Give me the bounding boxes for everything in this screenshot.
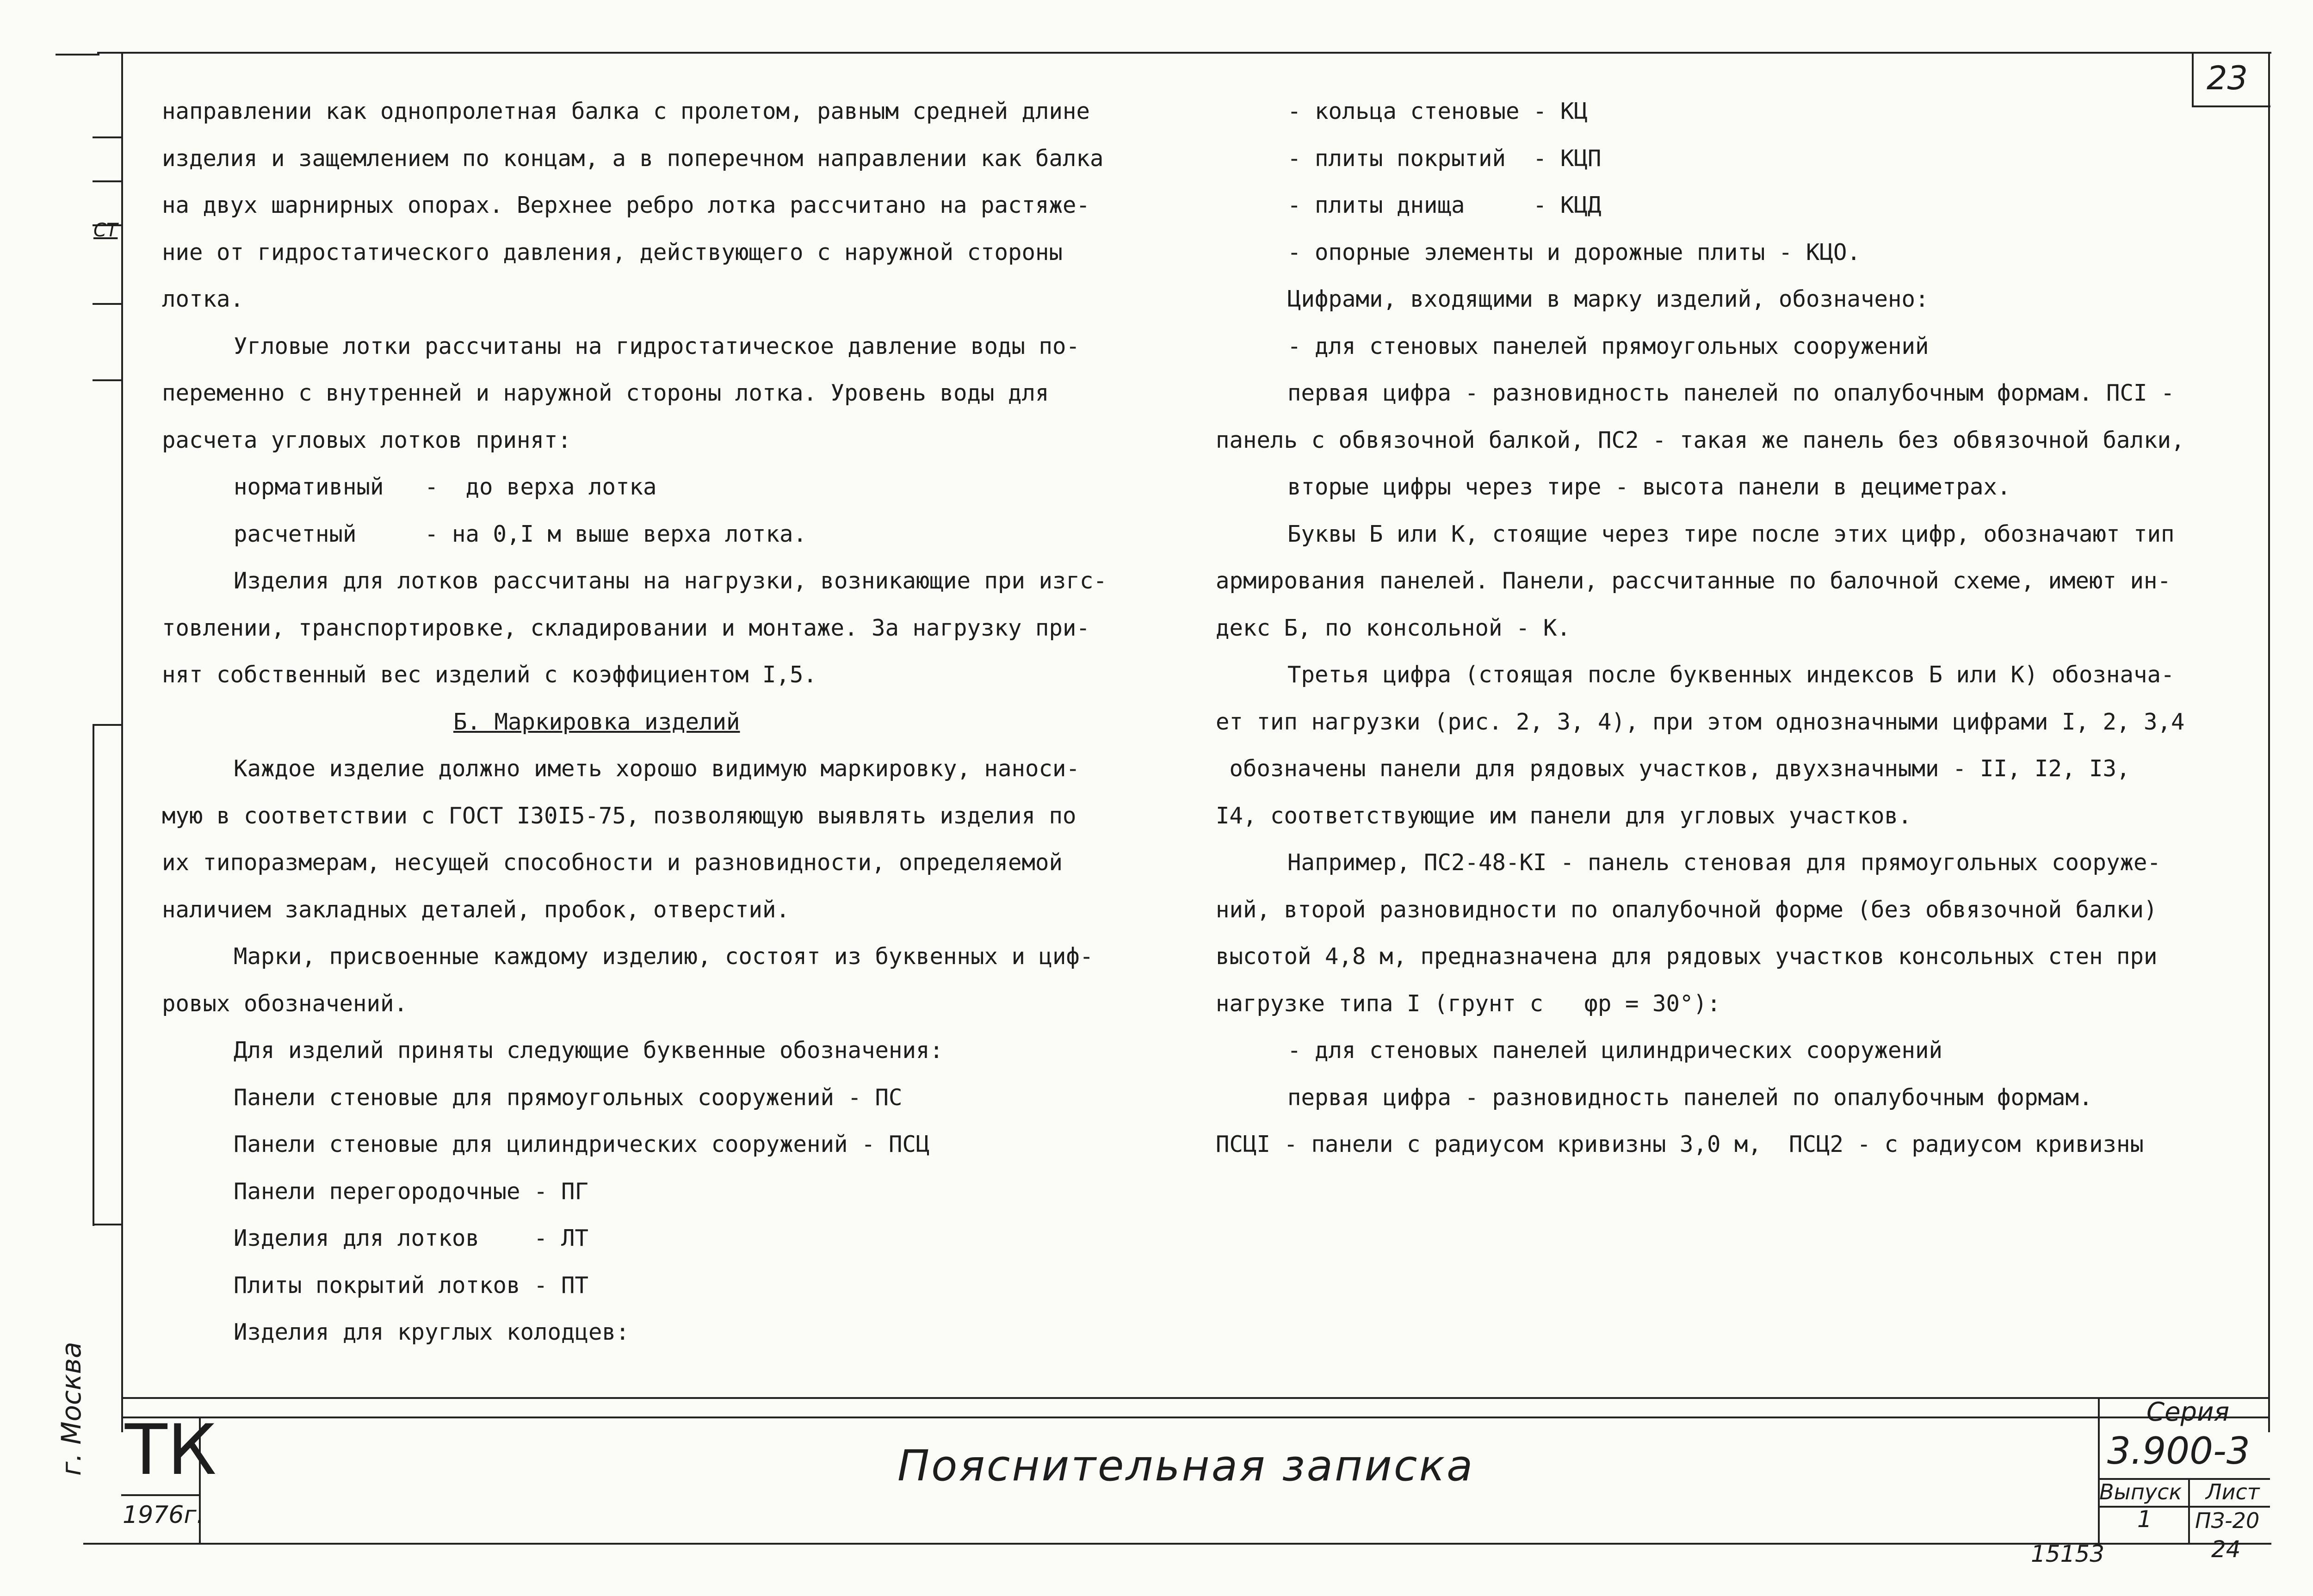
text-line: направлении как однопролетная балка с пролетом, равным средней длине <box>162 98 1090 124</box>
text-line: расчетный - на 0,I м выше верха лотка. <box>234 520 807 547</box>
text-line: первая цифра - разновидность панелей по опалубочным формам. ПСI - <box>1287 380 2175 406</box>
series-label: Серия <box>2146 1397 2230 1427</box>
text-line: первая цифра - разновидность панелей по опалубочным формам. <box>1287 1084 2093 1111</box>
text-line: обозначены панели для рядовых участков, двухзначными - II, I2, I3, <box>1216 755 2130 782</box>
titleblock-top <box>121 1397 2270 1399</box>
text-line: панель с обвязочной балкой, ПС2 - такая же панель без обвязочной балки, <box>1216 427 2185 453</box>
sheet-value: ПЗ-20 <box>2195 1508 2260 1533</box>
text-line: их типоразмерам, несущей способности и разновидности, определяемой <box>162 849 1063 876</box>
text-line: ровых обозначений. <box>162 990 408 1017</box>
text-line: товлении, транспортировке, складировании и монтаже. За нагрузку при- <box>162 614 1090 641</box>
text-line: нагрузке типа I (грунт с φp = 30°): <box>1216 990 1721 1017</box>
text-line: ние от гидростатического давления, действующего с наружной стороны <box>162 239 1063 266</box>
text-line: на двух шарнирных опорах. Верхнее ребро лотка рассчитано на растяже- <box>162 192 1090 218</box>
text-line: Например, ПС2-48-КI - панель стеновая для прямоугольных сооруже- <box>1287 849 2161 876</box>
text-line: декс Б, по консольной - К. <box>1216 614 1571 641</box>
text-line: вторые цифры через тире - высота панели в дециметрах. <box>1287 474 2011 500</box>
text-line: расчета угловых лотков принят: <box>162 427 572 453</box>
frame-top <box>97 52 2271 54</box>
text-line: - плиты покрытий - КЦП <box>1287 145 1602 172</box>
text-line: изделия и защемлением по концам, а в поперечном направлении как балка <box>162 145 1104 172</box>
text-line: переменно с внутренней и наружной стороны лотка. Уровень воды для <box>162 380 1049 406</box>
text-line: Третья цифра (стоящая после буквенных индексов Б или К) обознача- <box>1287 662 2175 688</box>
frame-left <box>121 52 123 1432</box>
issue-value: 1 <box>2137 1506 2152 1533</box>
text-line: Буквы Б или К, стоящие через тире после этих цифр, обозначают тип <box>1287 520 2175 547</box>
text-line: мую в соответствии с ГОСТ I30I5-75, позволяющую выявлять изделия по <box>162 802 1076 829</box>
titleblock-right-divider <box>2098 1397 2100 1543</box>
text-line: Цифрами, входящими в марку изделий, обозначено: <box>1287 286 1929 312</box>
text-line: Марки, присвоенные каждому изделию, состоят из буквенных и циф- <box>234 943 1094 970</box>
year: 1976г. <box>123 1501 204 1529</box>
titleblock-mark-hline <box>121 1494 200 1496</box>
right-text-column <box>1216 88 2266 1168</box>
text-line: Панели перегородочные - ПГ <box>234 1178 589 1205</box>
margin-strip-top <box>93 724 121 726</box>
sheet-label: Лист <box>2206 1479 2260 1504</box>
text-line: Б. Маркировка изделий <box>453 708 740 735</box>
text-line: Изделия для круглых колодцев: <box>234 1319 630 1345</box>
document-title: Пояснительная записка <box>897 1441 1475 1491</box>
margin-stamp: СТ <box>93 220 118 241</box>
titleblock-sheet-hline <box>2098 1506 2270 1508</box>
frame-top-left-tab <box>56 54 99 56</box>
margin-strip-bottom <box>93 1224 121 1225</box>
left-text-column <box>162 88 1207 1356</box>
inventory-number: 15153 <box>2031 1540 2105 1567</box>
text-line: Панели стеновые для прямоугольных сооружений - ПС <box>234 1084 903 1111</box>
text-line: Каждое изделие должно иметь хорошо видимую маркировку, наноси- <box>234 755 1080 782</box>
margin-tick <box>93 303 121 305</box>
text-line: - для стеновых панелей цилиндрических сооружений <box>1287 1037 1943 1064</box>
text-line: лотка. <box>162 286 244 312</box>
text-line: - для стеновых панелей прямоугольных сооружений <box>1287 333 1929 359</box>
text-line: высотой 4,8 м, предназначена для рядовых участков консольных стен при <box>1216 943 2158 970</box>
text-line: Для изделий приняты следующие буквенные обозначения: <box>234 1037 944 1064</box>
text-line: - кольца стеновые - КЦ <box>1287 98 1588 124</box>
margin-city: г. Москва <box>56 1342 87 1476</box>
frame-right <box>2268 52 2270 1432</box>
text-line: Панели стеновые для цилиндрических сооружений - ПСЦ <box>234 1131 930 1157</box>
frame-bottom-extend <box>83 1543 2271 1545</box>
margin-tick <box>93 379 121 381</box>
series-value: 3.900-3 <box>2107 1429 2250 1472</box>
text-line: - плиты днища - КЦД <box>1287 192 1602 218</box>
issue-label: Выпуск <box>2099 1479 2182 1504</box>
text-line: - опорные элементы и дорожные плиты - КЦО. <box>1287 239 1861 266</box>
margin-tick <box>93 180 121 182</box>
text-line: Плиты покрытий лотков - ПТ <box>234 1272 589 1299</box>
org-mark: ТК <box>125 1410 217 1491</box>
text-line: Угловые лотки рассчитаны на гидростатическое давление воды по- <box>234 333 1080 359</box>
text-line: нят собственный вес изделий с коэффициентом I,5. <box>162 662 817 688</box>
text-line: ет тип нагрузки (рис. 2, 3, 4), при этом однозначными цифрами I, 2, 3,4 <box>1216 708 2185 735</box>
margin-tick <box>93 136 121 138</box>
text-line: ПСЦI - панели с радиусом кривизны 3,0 м, ПСЦ2 - с радиусом кривизны <box>1216 1131 2144 1157</box>
text-line: Изделия для лотков - ЛТ <box>234 1225 589 1251</box>
titleblock-issue-divider <box>2188 1478 2190 1543</box>
text-line: нормативный - до верха лотка <box>234 474 657 500</box>
text-line: I4, соответствующие им панели для угловых участков. <box>1216 802 1912 829</box>
margin-strip-left <box>93 724 94 1226</box>
frame-bottom <box>121 1417 2270 1418</box>
text-line: наличием закладных деталей, пробок, отверстий. <box>162 896 790 923</box>
sheet-total: 24 <box>2211 1536 2241 1563</box>
text-line: армирования панелей. Панели, рассчитанные по балочной схеме, имеют ин- <box>1216 568 2171 594</box>
text-line: ний, второй разновидности по опалубочной форме (без обвязочной балки) <box>1216 896 2158 923</box>
page-number: 23 <box>2207 59 2248 97</box>
text-line: Изделия для лотков рассчитаны на нагрузки, возникающие при изгс- <box>234 568 1107 594</box>
